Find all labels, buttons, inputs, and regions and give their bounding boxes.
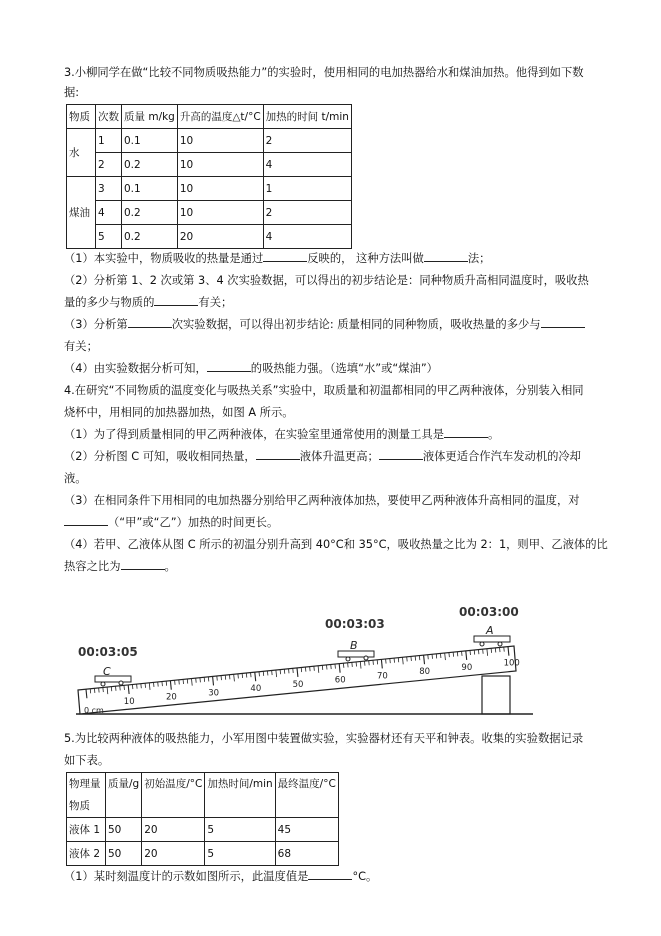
cell: 2: [96, 153, 122, 177]
car-timer: 00:03:05: [78, 645, 138, 659]
text: 法；: [467, 252, 491, 265]
text: 。: [164, 560, 176, 573]
support-block: [482, 676, 510, 714]
cell: 10: [177, 129, 263, 153]
header-cell: 升高的温度△t/°C: [177, 105, 263, 129]
cell: 45: [275, 818, 338, 842]
car-label: A: [486, 624, 494, 637]
text: 的吸热能力强。（选填“水”或“煤油”）: [250, 362, 438, 375]
text: °C。: [352, 870, 378, 883]
table-row: [67, 129, 352, 153]
table-row: [67, 177, 352, 201]
header-diagonal-cell: [67, 773, 106, 818]
car-timer: 00:03:00: [459, 605, 519, 619]
cell: 4: [263, 225, 351, 249]
text: 量的多少与物质的: [64, 296, 155, 309]
text: 有关；: [198, 296, 233, 309]
cell: 50: [106, 842, 142, 866]
answer-blank[interactable]: [64, 513, 108, 526]
q5-intro-line1: 5.为比较两种液体的吸热能力，小军用图中装置做实验，实验器材还有天平和钟表。收集的实验数据记录: [64, 732, 584, 745]
text: （3）分析第: [64, 318, 128, 331]
q3-part2-line2: [64, 292, 609, 314]
cell: 10: [177, 177, 263, 201]
q4-part3-line2: [64, 512, 609, 534]
answer-blank[interactable]: [256, 447, 300, 460]
q3-part1: [64, 248, 609, 270]
ruler-tick-label: 10: [123, 696, 135, 707]
q4-part2-line2: 液。: [64, 472, 87, 485]
q5-part1: [64, 866, 609, 888]
q3-intro-line1: 3.小柳同学在做“比较不同物质吸热能力”的实验时，使用相同的电加热器给水和煤油加热。他得到如下数: [64, 66, 584, 79]
header-top-label: 物理量: [69, 778, 101, 790]
header-cell: 初始温度/°C: [142, 773, 205, 818]
ruler-tick-label: 20: [166, 692, 177, 703]
ruler-tick-label: 100: [503, 658, 520, 669]
car-b: [325, 617, 385, 661]
cell: 5: [205, 818, 275, 842]
q4-part1: [64, 424, 609, 446]
ruler-tick-label: 70: [377, 671, 388, 682]
table-row: [67, 153, 352, 177]
cell: 20: [142, 842, 205, 866]
answer-blank[interactable]: [128, 315, 172, 328]
answer-blank[interactable]: [424, 249, 468, 262]
header-cell: 加热时间/min: [205, 773, 275, 818]
answer-blank[interactable]: [207, 359, 251, 372]
q4-part4-line2: [64, 556, 609, 578]
car-label: C: [103, 665, 111, 678]
ruler-tick-label: 90: [461, 662, 473, 673]
answer-blank[interactable]: [121, 557, 165, 570]
incline-ruler-diagram: [58, 598, 538, 723]
header-cell: 次数: [96, 105, 122, 129]
q4-intro-line2: 烧杯中，用相同的加热器加热，如图 A 所示。: [64, 406, 294, 419]
q3-intro-line2: 据:: [64, 86, 80, 99]
text: （2）分析图 C 可知，吸收相同热量，: [64, 450, 256, 463]
table-header-row: [67, 773, 339, 818]
header-cell: 加热的时间 t/min: [263, 105, 351, 129]
ruler-tick-label: 60: [334, 675, 346, 686]
text: （1）为了得到质量相同的甲乙两种液体，在实验室里通常使用的测量工具是: [64, 428, 444, 441]
text: 。: [488, 428, 500, 441]
text: （1）本实验中，物质吸收的热量是通过: [64, 252, 264, 265]
substance-cell: 水: [67, 129, 96, 177]
q4-part4-line1: （4）若甲、乙液体从图 C 所示的初温分别升高到 40°C和 35°C，吸收热量之比为 2：1，则甲、乙液体的比: [64, 538, 608, 551]
car-label: B: [350, 639, 358, 652]
ruler-tick-label: 30: [208, 688, 220, 699]
cell: 0.1: [122, 177, 178, 201]
ruler-tick-label: 50: [292, 679, 304, 690]
text: 次实验数据，可以得出初步结论: 质量相同的同种物质，吸收热量的多少与: [171, 318, 541, 331]
cell: 20: [142, 818, 205, 842]
q5-intro-line2: 如下表。: [64, 754, 110, 767]
q3-part3-line1: [64, 314, 609, 336]
answer-blank[interactable]: [154, 293, 198, 306]
cell: 20: [177, 225, 263, 249]
text: 反映的， 这种方法叫做: [307, 252, 424, 265]
cell: 液体 2: [67, 842, 106, 866]
car-timer: 00:03:03: [325, 617, 385, 631]
cell: 0.2: [122, 153, 178, 177]
cell: 0.2: [122, 201, 178, 225]
cell: 3: [96, 177, 122, 201]
cell: 1: [96, 129, 122, 153]
answer-blank[interactable]: [379, 447, 423, 460]
q3-data-table: [66, 104, 352, 249]
cell: 1: [263, 177, 351, 201]
cell: 10: [177, 201, 263, 225]
cell: 68: [275, 842, 338, 866]
header-cell: 质量 m/kg: [122, 105, 178, 129]
cell: 4: [96, 201, 122, 225]
text: 液体升温更高；: [299, 450, 379, 463]
substance-cell: 煤油: [67, 177, 96, 249]
cell: 0.2: [122, 225, 178, 249]
table-row: [67, 818, 339, 842]
cell: 2: [263, 129, 351, 153]
incline-ruler-figure: [58, 598, 538, 728]
car-a: [459, 605, 519, 646]
car-c: [78, 645, 138, 686]
cell: 0.1: [122, 129, 178, 153]
text: 热容之比为: [64, 560, 121, 573]
table-row: [67, 842, 339, 866]
ruler-tick-label: 40: [250, 684, 262, 695]
cell: 液体 1: [67, 818, 106, 842]
q4-part2-line1: [64, 446, 609, 468]
text: （“甲”或“乙”）加热的时间更长。: [108, 516, 279, 529]
q4-part3-line1: （3）在相同条件下用相同的电加热器分别给甲乙两种液体加热，要使甲乙两种液体升高相同的温度，对: [64, 494, 580, 507]
cell: 4: [263, 153, 351, 177]
cell: 5: [205, 842, 275, 866]
ruler-unit-label: 0 cm: [84, 706, 104, 715]
q5-data-table: [66, 772, 339, 866]
worksheet: [64, 62, 609, 888]
cell: 2: [263, 201, 351, 225]
cell: 5: [96, 225, 122, 249]
text: （4）由实验数据分析可知，: [64, 362, 207, 375]
header-bottom-label: 物质: [69, 800, 90, 812]
header-cell: 最终温度/°C: [275, 773, 338, 818]
header-cell: 质量/g: [106, 773, 142, 818]
answer-blank[interactable]: [263, 249, 307, 262]
q4-intro-line1: 4.在研究“不同物质的温度变化与吸热关系”实验中，取质量和初温都相同的甲乙两种液体，分别装入相同: [64, 384, 584, 397]
text: （1）某时刻温度计的示数如图所示，此温度值是: [64, 870, 309, 883]
ruler-tick-label: 80: [419, 667, 431, 678]
answer-blank[interactable]: [541, 315, 585, 328]
cell: 50: [106, 818, 142, 842]
text: 液体更适合作汽车发动机的冷却: [422, 450, 581, 463]
q3-part3-line2: 有关；: [64, 340, 98, 353]
answer-blank[interactable]: [444, 425, 488, 438]
answer-blank[interactable]: [308, 867, 352, 880]
cell: 10: [177, 153, 263, 177]
table-row: [67, 225, 352, 249]
table-header-row: [67, 105, 352, 129]
q3-part4: [64, 358, 609, 380]
header-cell: 物质: [67, 105, 96, 129]
table-row: [67, 201, 352, 225]
q3-part2-line1: （2）分析第 1、2 次或第 3、4 次实验数据，可以得出的初步结论是：同种物质升高相同温度时，吸收热: [64, 274, 589, 287]
